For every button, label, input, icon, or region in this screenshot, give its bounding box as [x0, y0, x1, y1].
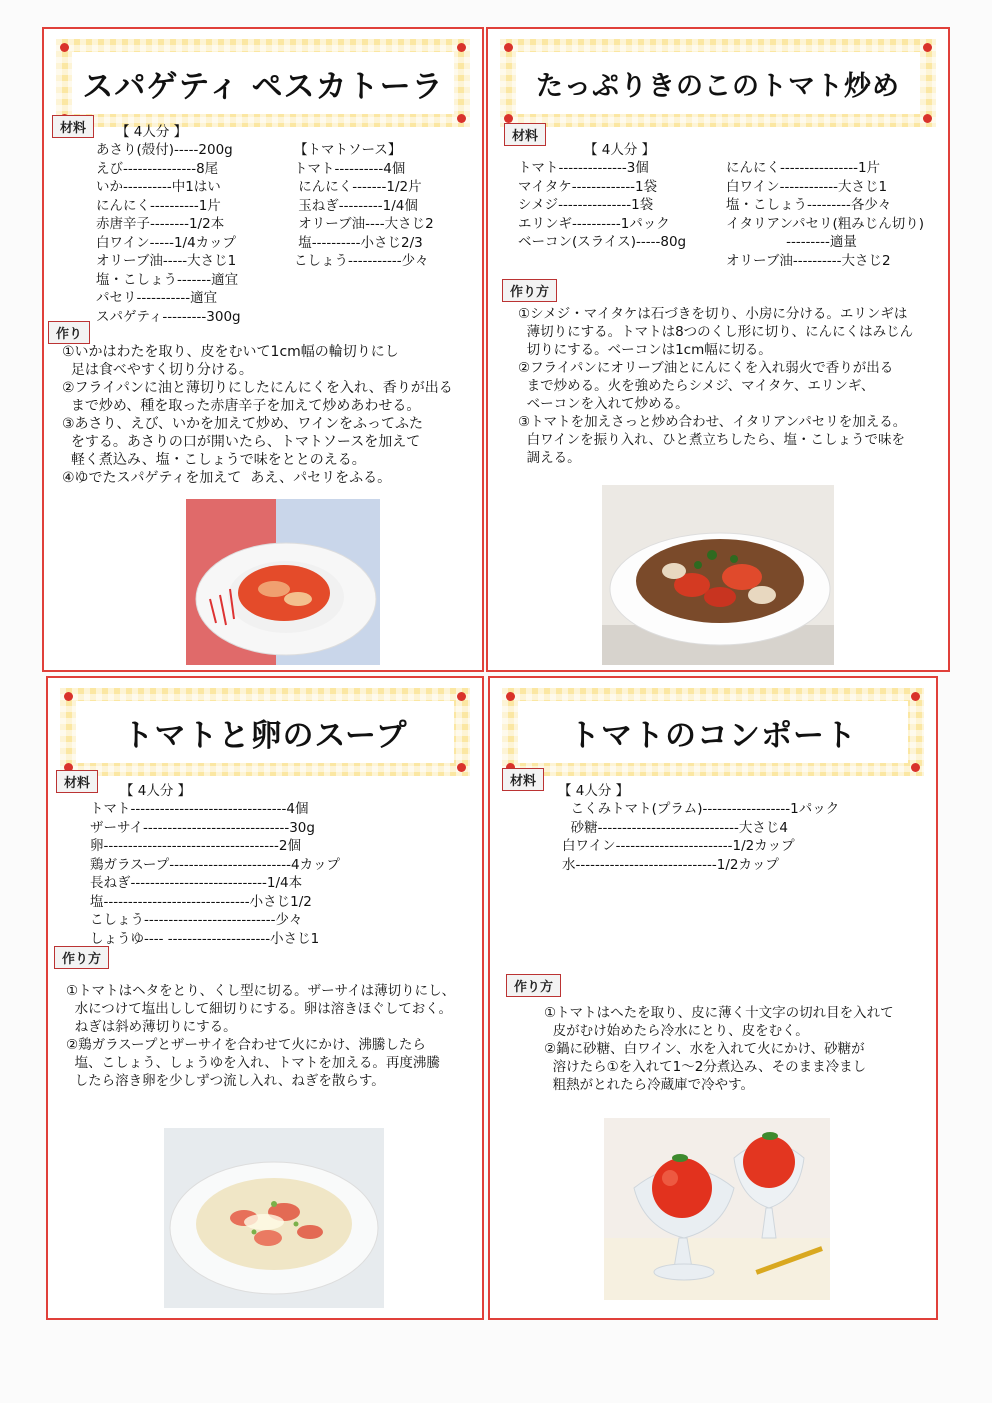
- compote-photo: [604, 1118, 830, 1300]
- method-label: 作り: [48, 321, 90, 344]
- title-banner: [56, 39, 470, 127]
- recipe-title: たっぷりきのこのトマト炒め: [536, 70, 900, 102]
- ingredients-list: トマト--------------------------------4個 ザーサイ------------------------------30g 卵------------------------------------2個 鶏ガラスープ-------------------------4カップ 長ねぎ----------------------------1/4本 塩------------------------------小さじ1/2 こしょう---------------------------少々 しょうゆ---- ---------------------小さじ1: [90, 801, 340, 947]
- title-banner: [502, 688, 924, 776]
- recipe-title: スパゲティ ペスカトーラ: [82, 68, 444, 105]
- pasta-photo: [186, 499, 380, 665]
- recipe-card-tomato-egg-soup: [46, 676, 484, 1320]
- servings: 【 4人分 】: [116, 124, 188, 140]
- ingredients-label: 材料: [504, 123, 546, 146]
- mushroom-dish-photo: [602, 485, 834, 665]
- ingredients-list: あさり(殻付)-----200g えび---------------8尾 いか----------中1はい にんにく----------1片 赤唐辛子--------1/2本 白ワイン-----1/4カップ オリーブ油-----大さじ1 塩・こしょう-------適宜 パセリ-----------適宜 スパゲティ---------300g: [96, 142, 241, 325]
- ingredients-list: トマト--------------3個 マイタケ-------------1袋 シメジ---------------1袋 エリンギ----------1パック ベーコン(スライス)-----80g: [518, 160, 687, 250]
- ingredients-label: 材料: [502, 768, 544, 791]
- servings: 【 4人分 】: [558, 783, 630, 799]
- recipe-title: トマトと卵のスープ: [122, 717, 408, 754]
- recipe-card-tomato-compote: [488, 676, 938, 1320]
- ingredients-label: 材料: [56, 770, 98, 793]
- ingredients-list-right: にんにく----------------1片 白ワイン------------大さじ1 塩・こしょう---------各少々 イタリアンパセリ(粗みじん切り) ---------適量 オリーブ油----------大さじ2: [726, 160, 925, 269]
- recipe-title: トマトのコンポート: [569, 717, 857, 754]
- method-label: 作り方: [506, 974, 561, 997]
- recipe-card-pescatora: [42, 27, 484, 672]
- title-banner: [500, 39, 936, 127]
- ingredients-label: 材料: [52, 115, 94, 138]
- sauce-ingredients-list: 【トマトソース】 トマト----------4個 にんにく-------1/2片 玉ねぎ---------1/4個 オリーブ油----大さじ2 塩----------小さじ2/3 こしょう-----------少々: [294, 142, 434, 269]
- method-steps: ①シメジ・マイタケは石づきを切り、小房に分ける。エリンギは 薄切りにする。トマトは8つのくし形に切り、にんにくはみじん 切りにする。ベーコンは1cm幅に切る。 ②フライパンにオリーブ油とにんにくを入れ弱火で香りが出る まで炒める。火を強めたらシメジ、マイタケ、エリンギ、 ベーコンを入れて炒める。 ③トマトを加えさっと炒め合わせ、イタリアンパセリを加える。 白ワインを振り入れ、ひと煮立ちしたら、塩・こしょうで味を 調える。: [518, 306, 914, 466]
- ingredients-list: こくみトマト(プラム)------------------1パック 砂糖-----------------------------大さじ4 白ワイン------------------------1/2カップ 水-----------------------------1/2カップ: [562, 801, 840, 873]
- method-steps: ①トマトはヘタをとり、くし型に切る。ザーサイは薄切りにし、 水につけて塩出しして細切りにする。卵は溶きほぐしておく。 ねぎは斜め薄切りにする。 ②鶏ガラスープとザーサイを合わせて火にかけ、沸騰したら 塩、こしょう、しょうゆを入れ、トマトを加える。再度沸騰 したら溶き卵を少しずつ流し入れ、ねぎを散らす。: [66, 983, 456, 1089]
- method-steps: ①トマトはへたを取り、皮に薄く十文字の切れ目を入れて 皮がむけ始めたら冷水にとり、皮をむく。 ②鍋に砂糖、白ワイン、水を入れて火にかけ、砂糖が 溶けたら①を入れて1～2分煮込み、そのまま冷まし 粗熱がとれたら冷蔵庫で冷やす。: [544, 1005, 894, 1093]
- soup-photo: [164, 1128, 384, 1308]
- servings: 【 4人分 】: [584, 142, 656, 158]
- recipe-card-mushroom-tomato: [486, 27, 950, 672]
- method-label: 作り方: [54, 946, 109, 969]
- method-label: 作り方: [502, 279, 557, 302]
- servings: 【 4人分 】: [120, 783, 192, 799]
- method-steps: ①いかはわたを取り、皮をむいて1cm幅の輪切りにし 足は食べやすく切り分ける。 ②フライパンに油と薄切りにしたにんにくを入れ、香りが出る まで炒め、種を取った赤唐辛子を加えて炒めあわせる。 ③あさり、えび、いかを加えて炒め、ワインをふってふた をする。あさりの口が開いたら、トマトソースを加えて 軽く煮込み、塩・こしょうで味をととのえる。 ④ゆでたスパゲティを加えて あえ、パセリをふる。: [62, 344, 453, 486]
- title-banner: [60, 688, 470, 776]
